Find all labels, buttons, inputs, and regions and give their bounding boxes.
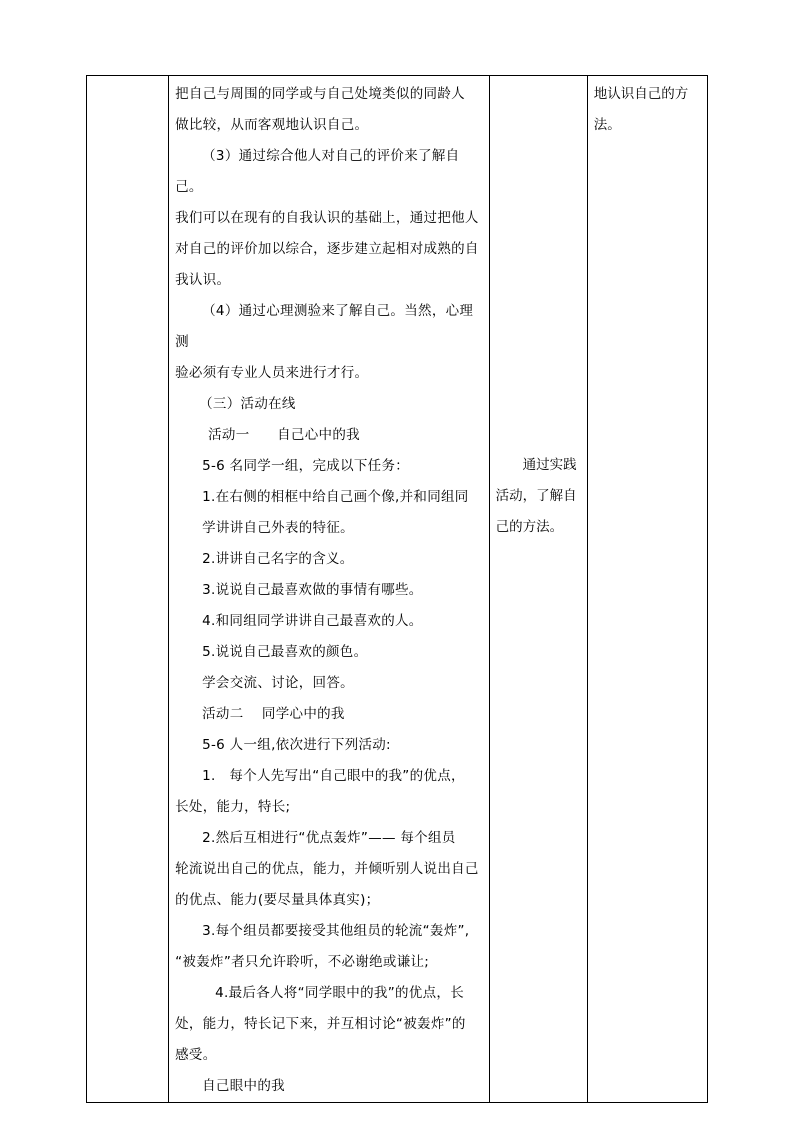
intent-line: 通过实践 <box>495 457 577 473</box>
content-line: 5-6 名同学一组，完成以下任务： <box>202 458 410 474</box>
content-line: 2.讲讲自己名字的含义。 <box>202 551 354 567</box>
content-line: 自己眼中的我 <box>202 1078 285 1094</box>
content-line: （4）通过心理测验来了解自己。当然，心理测 <box>175 303 474 350</box>
table-row <box>87 76 708 1103</box>
intent-line: 己的方法。 <box>495 519 564 535</box>
content-line: 学会交流、讨论，回答。 <box>202 675 354 691</box>
content-line: 对自己的评价加以综合，逐步建立起相对成熟的自 <box>175 241 479 257</box>
content-line: 4.最后各人将“同学眼中的我”的优点，长 <box>215 985 464 1001</box>
section-heading: （三）活动在线 <box>199 396 296 412</box>
blank-column-cell <box>87 76 169 1103</box>
content-line: 1.在右侧的相框中给自己画个像,并和同组同 <box>202 489 469 505</box>
content-line: 感受。 <box>175 1047 217 1063</box>
content-line: 验必须有专业人员来进行才行。 <box>175 365 369 381</box>
content-line: 轮流说出自己的优点，能力，并倾听别人说出自己 <box>175 861 479 877</box>
content-line: 4.和同组同学讲讲自己最喜欢的人。 <box>202 613 423 629</box>
teaching-content-cell <box>169 76 490 1103</box>
notes-cell <box>587 76 707 1103</box>
content-line: 1. 每个人先写出“自己眼中的我”的优点， <box>202 768 465 784</box>
activity-heading: 活动一 自己心中的我 <box>208 427 360 443</box>
content-line: 把自己与周围的同学或与自己处境类似的同龄人 <box>175 86 465 102</box>
content-line: 做比较，从而客观地认识自己。 <box>175 117 369 133</box>
activity-heading: 活动二 同学心中的我 <box>202 706 345 722</box>
notes-line: 地认识自己的方 <box>593 86 689 102</box>
content-line: 5.说说自己最喜欢的颜色。 <box>202 644 368 660</box>
content-line: 3.每个组员都要接受其他组员的轮流“轰炸”, <box>202 923 470 939</box>
content-line: 的优点、能力(要尽量具体真实)； <box>175 892 380 908</box>
content-line: 学讲讲自己外表的特征。 <box>202 520 354 536</box>
content-line: 长处，能力，特长; <box>175 799 291 815</box>
content-line: 我们可以在现有的自我认识的基础上，通过把他人 <box>175 210 479 226</box>
content-line: 3.说说自己最喜欢做的事情有哪些。 <box>202 582 423 598</box>
notes-line: 法。 <box>593 117 621 133</box>
content-line: “被轰炸”者只允许聆听，不必谢绝或谦让; <box>175 954 430 970</box>
content-line: （3）通过综合他人对自己的评价来了解自己。 <box>175 148 460 195</box>
content-line: 5-6 人一组,依次进行下列活动: <box>202 737 391 753</box>
content-line: 处，能力，特长记下来，并互相讨论“被轰炸”的 <box>175 1016 466 1032</box>
design-intent-cell <box>489 76 587 1103</box>
intent-line: 活动，了解自 <box>495 488 577 504</box>
lesson-plan-table <box>86 75 708 1103</box>
content-line: 我认识。 <box>175 272 231 288</box>
content-line: 2.然后互相进行“优点轰炸”—— 每个组员 <box>202 830 456 846</box>
